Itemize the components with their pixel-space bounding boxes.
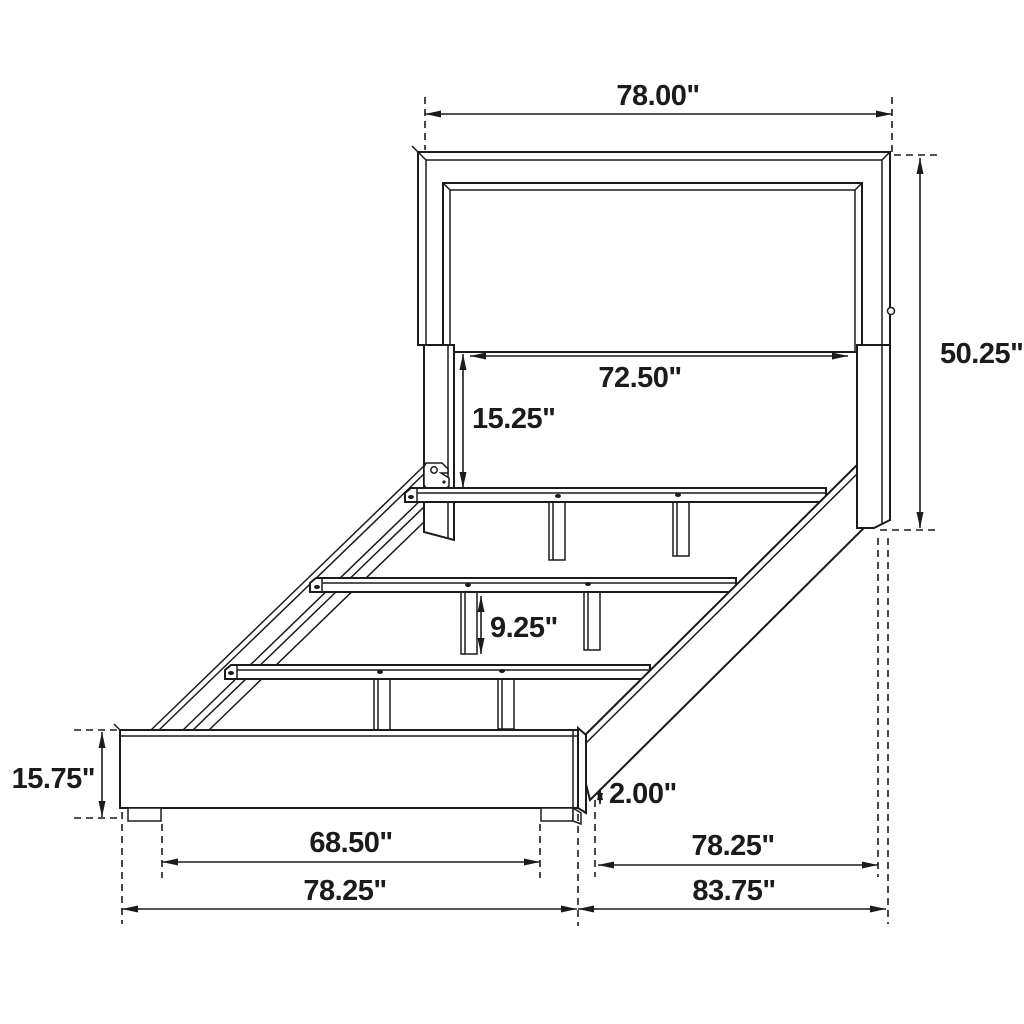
rail-bracket [424, 463, 449, 491]
left-rail-bottom-edge [208, 520, 426, 731]
dim-label-headboard-height: 50.25" [940, 338, 1024, 370]
dim-label-panel-width: 72.50" [598, 362, 682, 394]
dim-label-overall-length: 83.75" [692, 875, 776, 907]
dim-slat-support-height [478, 596, 558, 654]
headboard [412, 146, 895, 352]
slat-rail-front [225, 665, 650, 731]
right-rail-face [576, 460, 876, 800]
dim-label-headboard-width: 78.00" [616, 80, 700, 112]
slat-support-leg [498, 679, 514, 729]
headboard-panel [443, 183, 862, 352]
left-rail-ledge-strip [192, 505, 426, 731]
dim-headboard-width [425, 80, 892, 152]
footboard [114, 724, 586, 824]
dim-label-footboard-height: 15.75" [11, 763, 95, 795]
headboard-side-knob [888, 308, 895, 315]
dim-rail-clearance [595, 778, 677, 877]
slat-support-leg [584, 592, 600, 650]
dim-footboard-height [12, 730, 122, 818]
dim-label-slat-support-height: 9.25" [490, 612, 558, 644]
slat-rail-bar [310, 578, 736, 592]
slat-support-leg [461, 592, 477, 654]
dim-panel-width [470, 353, 848, 395]
dim-panel-rail-gap [460, 354, 556, 488]
dim-headboard-height [880, 155, 1023, 530]
footboard-side-face [578, 728, 586, 813]
slat-support-leg [374, 679, 390, 731]
footboard-front-face [120, 730, 578, 808]
right-side-rail [576, 460, 876, 800]
dim-label-footboard-width: 78.25" [303, 875, 387, 907]
footboard-left-foot [128, 808, 161, 821]
headboard-left-leg [424, 345, 454, 540]
dim-label-panel-rail-gap: 15.25" [472, 403, 556, 435]
dim-label-feet-span: 68.50" [309, 827, 393, 859]
slat-support-leg [673, 502, 689, 556]
slat-rail-bar [405, 488, 826, 502]
footboard-right-foot-side [573, 808, 581, 824]
dim-feet-span [162, 824, 540, 878]
footboard-right-foot [541, 808, 573, 821]
slat-rail-bar [225, 665, 650, 679]
dim-label-rail-clearance: 2.00" [609, 778, 677, 810]
slat-support-leg [549, 502, 565, 560]
slat-rail-rear [405, 488, 826, 560]
dim-label-side-rail-span: 78.25" [691, 830, 775, 862]
headboard-right-leg [857, 345, 890, 528]
right-rail-top-strip [576, 469, 862, 753]
